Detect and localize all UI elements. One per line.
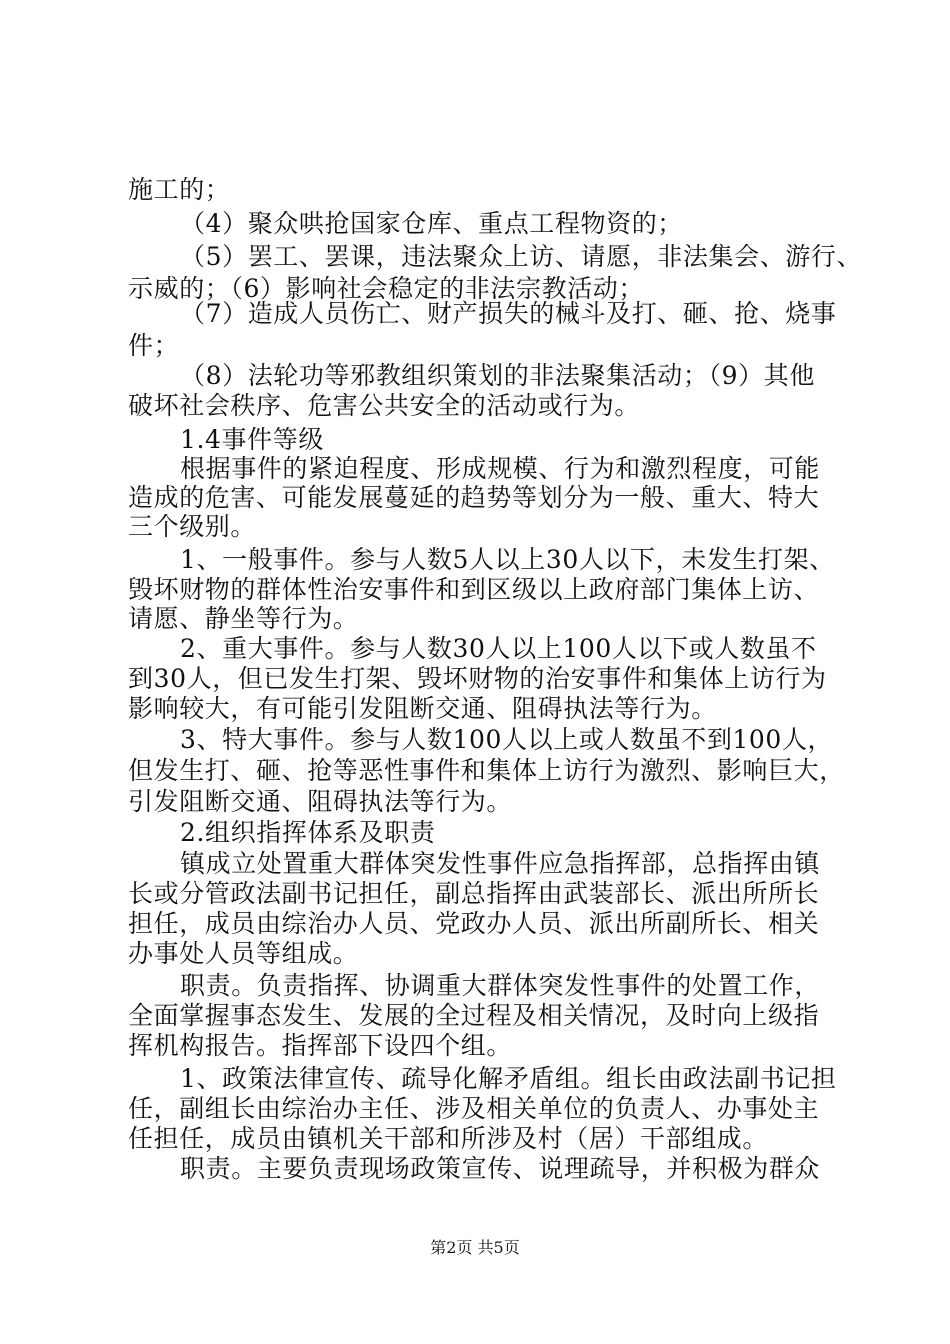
text-line: 件；: [128, 331, 180, 360]
text-line: 镇成立处置重大群体突发性事件应急指挥部，总指挥由镇: [180, 849, 821, 878]
text-line: 职责。主要负责现场政策宣传、说理疏导，并积极为群众: [180, 1154, 821, 1183]
text-line: 担任，成员由综治办人员、党政办人员、派出所副所长、相关: [128, 909, 820, 938]
text-line: （5）罢工、罢课，违法聚众上访、请愿，非法集会、游行、: [180, 242, 863, 271]
text-line: 挥机构报告。指挥部下设四个组。: [128, 1031, 513, 1060]
text-line: 1、一般事件。参与人数5人以上30人以下，未发生打架、: [180, 545, 835, 574]
text-line: 影响较大，有可能引发阻断交通、阻碍执法等行为。: [128, 694, 717, 723]
text-line: 造成的危害、可能发展蔓延的趋势等划分为一般、重大、特大: [128, 483, 820, 512]
text-line: 示威的；（6）影响社会稳定的非法宗教活动；: [128, 274, 645, 303]
text-line: 长或分管政法副书记担任，副总指挥由武装部长、派出所所长: [128, 879, 820, 908]
text-line: 三个级别。: [128, 512, 257, 541]
text-line: 施工的；: [128, 175, 231, 204]
text-line: （8）法轮功等邪教组织策划的非法聚集活动；（9）其他: [180, 361, 815, 390]
text-line: 2、重大事件。参与人数30人以上100人以下或人数虽不: [180, 634, 817, 663]
text-line: 引发阻断交通、阻碍执法等行为。: [128, 787, 513, 816]
text-line: 办事处人员等组成。: [128, 939, 359, 968]
text-line: 毁坏财物的群体性治安事件和到区级以上政府部门集体上访、: [128, 575, 820, 604]
text-line: 破坏社会秩序、危害公共安全的活动或行为。: [128, 391, 641, 420]
text-line: 全面掌握事态发生、发展的全过程及相关情况，及时向上级指: [128, 1001, 820, 1030]
text-line: 任，副组长由综治办主任、涉及相关单位的负责人、办事处主: [128, 1094, 820, 1123]
text-line: 根据事件的紧迫程度、形成规模、行为和激烈程度，可能: [180, 454, 821, 483]
text-line: （7）造成人员伤亡、财产损失的械斗及打、砸、抢、烧事: [180, 299, 837, 328]
section-heading: 2.组织指挥体系及职责: [180, 818, 436, 847]
text-line: 职责。负责指挥、协调重大群体突发性事件的处置工作，: [180, 971, 821, 1000]
page-number-footer: 第2页 共5页: [430, 1238, 520, 1257]
text-line: 但发生打、砸、抢等恶性事件和集体上访行为激烈、影响巨大，: [128, 756, 845, 785]
text-line: 3、特大事件。参与人数100人以上或人数虽不到100人，: [180, 725, 834, 754]
text-line: （4）聚众哄抢国家仓库、重点工程物资的；: [180, 209, 683, 238]
text-line: 请愿、静坐等行为。: [128, 604, 359, 633]
section-heading: 1.4事件等级: [180, 425, 324, 454]
text-line: 1、政策法律宣传、疏导化解矛盾组。组长由政法副书记担: [180, 1064, 837, 1093]
text-line: 到30人，但已发生打架、毁坏财物的治安事件和集体上访行为: [128, 664, 827, 693]
text-line: 任担任，成员由镇机关干部和所涉及村（居）干部组成。: [128, 1124, 769, 1153]
